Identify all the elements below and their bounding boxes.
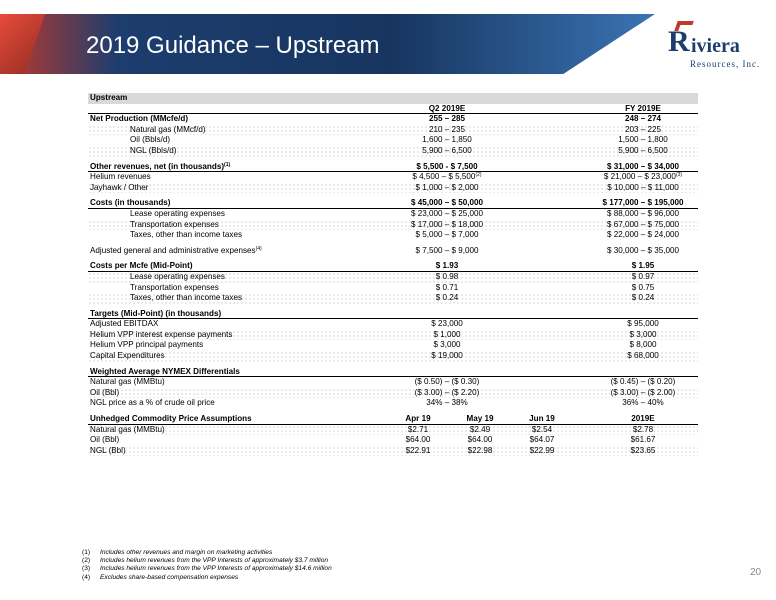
row-label: NGL (Bbl) [90,445,126,455]
row-label: Net Production (MMcfe/d) [90,114,189,124]
q2-value: ($ 0.50) – ($ 0.30) [414,377,480,387]
table-row [88,377,698,388]
unhedged-col-header: Apr 19 [405,414,431,424]
row-label: Costs (in thousands) [90,198,171,208]
row-label: Adjusted EBITDAX [90,319,159,329]
table-row [88,261,698,272]
footnote [82,549,332,557]
q2-value: $ 23,000 – $ 25,000 [410,208,483,218]
table-row [88,388,698,399]
fy-value: 1,500 – 1,800 [618,135,668,145]
row-label: Capital Expenditures [90,351,165,361]
row-label: Other revenues, net (in thousands)$^{(1)}$ [90,161,231,171]
row-label: Costs per Mcfe (Mid-Point) [90,261,193,271]
fy-value: $ 1.95 [631,261,655,271]
q2-value: $ 1,000 – $ 2,000 [415,182,479,192]
table-row [88,104,698,115]
price-value: $2.78 [632,424,654,434]
fy-value: $ 0.97 [631,271,655,281]
table-row [88,367,698,378]
row-label: Transportation expenses [130,219,219,229]
fy-value: $ 88,000 – $ 96,000 [606,208,679,218]
fy-value: $ 3,000 [629,329,657,339]
q2-value: $ 5,500 - $ 7,500 [416,161,478,171]
table-row [88,125,698,136]
row-label: Jayhawk / Other [90,182,149,192]
section-title: Unhedged Commodity Price Assumptions [90,414,252,424]
q2-value: $ 17,000 – $ 18,000 [410,219,483,229]
footnote [82,573,332,582]
section-title: Targets (Mid-Point) (in thousands) [90,308,222,318]
footnote-ref: (2) [475,172,482,179]
table-header: Upstream [90,93,128,102]
logo-mark-icon [674,21,694,31]
row-label: Natural gas (MMcf/d) [130,124,206,134]
table-row [88,230,698,241]
table-row [88,183,698,194]
row-label: Lease operating expenses [130,208,225,218]
fy-value: $ 177,000 – $ 195,000 [602,198,684,208]
price-value: $2.54 [531,424,553,434]
footnote [82,557,332,565]
price-value: $64.00 [405,435,431,445]
fy-value: $ 0.24 [631,293,655,303]
row-label: Natural gas (MMBtu) [90,377,165,387]
footnote-text: Excludes share-based compensation expenses [100,573,239,581]
q2-value: $ 0.71 [435,282,459,292]
footnote-ref: (4) [255,245,262,252]
q2-value: ($ 3.00) – ($ 2.20) [414,387,480,397]
table-row [88,330,698,341]
slide-header [0,0,776,88]
table-row [88,162,698,173]
table-row [88,172,698,183]
fy-value: 5,900 – 6,500 [618,145,668,155]
fy-value: 203 – 225 [624,124,661,134]
q2-value: $ 23,000 [431,319,463,329]
table-row [88,319,698,330]
footnote-ref: (1) [224,161,231,168]
table-row [88,414,698,425]
price-value: $22.99 [529,445,555,455]
fy-value: $ 10,000 – $ 11,000 [607,182,679,192]
row-label: Taxes, other than income taxes [130,230,243,240]
q2-value: 1,600 – 1,850 [422,135,472,145]
price-value: $64.07 [529,435,555,445]
table-row [88,114,698,125]
footnote-text: Includes helium revenues from the VPP Interests of approximately $14.6 million [100,565,332,573]
footnote [82,565,332,573]
price-value: $22.98 [467,445,493,455]
row-label: Taxes, other than income taxes [130,293,243,303]
fy-value: $ 0.75 [631,282,655,292]
fy-value: $ 67,000 – $ 75,000 [606,219,679,229]
row-label: NGL (Bbls/d) [130,145,177,155]
table-row [88,146,698,157]
company-logo [668,25,768,73]
fy-value: ($ 0.45) – ($ 0.20) [610,377,676,387]
footnotes [82,549,332,582]
fy-value: $ 22,000 – $ 24,000 [606,230,679,240]
unhedged-col-header: May 19 [466,414,494,424]
col-fy-header: FY 2019E [625,103,661,113]
table-row [88,93,698,104]
slide-title: 2019 Guidance – Upstream [86,32,380,59]
table-row [88,425,698,436]
row-label: Natural gas (MMBtu) [90,424,165,434]
footnote-ref: (3) [675,172,683,179]
fy-value: $ 95,000 [627,319,659,329]
footnote-number: (3) [82,565,91,573]
fy-value: $ 30,000 – $ 35,000 [606,245,679,255]
q2-value: $ 19,000 [431,351,463,361]
logo-subtitle: Resources, Inc. [690,59,761,69]
table-row [88,309,698,320]
logo-letter: R [668,25,690,58]
table-row [88,135,698,146]
q2-value: 34% – 38% [426,398,468,408]
price-value: $22.91 [405,445,431,455]
table-row [88,340,698,351]
footnote-number: (2) [82,557,91,565]
row-label: Lease operating expenses [130,271,225,281]
q2-value: $ 1.93 [435,261,459,271]
q2-value: $ 0.24 [435,293,459,303]
q2-value: $ 45,000 – $ 50,000 [410,198,483,208]
footnote-number: (4) [82,573,91,581]
q2-value: $ 0.98 [435,271,459,281]
table-row [88,246,698,257]
q2-value: $ 1,000 [433,329,461,339]
row-label: Oil (Bbl) [90,435,120,445]
row-label: Oil (Bbls/d) [130,135,171,145]
unhedged-col-header: 2019E [631,414,655,424]
fy-value: $ 8,000 [629,340,657,350]
q2-value: $ 5,000 – $ 7,000 [415,230,479,240]
row-label: Transportation expenses [130,282,219,292]
fy-value: $ 21,000 – $ 23,000$^{(3)}$ [603,172,683,182]
fy-value: 248 – 274 [624,114,661,124]
section-title: Weighted Average NYMEX Differentials [90,366,240,376]
table-row [88,351,698,362]
row-label: Helium VPP interest expense payments [90,329,233,339]
footnote-text: Includes helium revenues from the VPP Interests of approximately $3.7 million [100,557,329,565]
row-label: Adjusted general and administrative expenses$^{(4)}$ [90,245,262,255]
footnote-number: (1) [82,549,91,556]
fy-value: $ 31,000 – $ 34,000 [606,161,679,171]
q2-value: $ 4,500 – $ 5,500$^{(2)}$ [412,172,482,182]
row-label: Oil (Bbl) [90,387,120,397]
table-row [88,446,698,457]
q2-value: 210 – 235 [428,124,465,134]
row-label: Helium VPP principal payments [90,340,204,350]
unhedged-col-header: Jun 19 [529,414,555,424]
logo-wordmark: iviera [691,35,740,57]
table-row [88,283,698,294]
footnote-text: Includes other revenues and margin on marketing activities [100,549,273,556]
row-label: NGL price as a % of crude oil price [90,398,215,408]
table-row [88,198,698,209]
table-row [88,293,698,304]
col-q2-header: Q2 2019E [428,103,466,113]
table-row [88,209,698,220]
fy-value: ($ 3.00) – ($ 2.00) [610,387,676,397]
q2-value: 5,900 – 6,500 [422,145,472,155]
q2-value: 255 – 285 [428,114,465,124]
table-row [88,220,698,231]
price-value: $64.00 [467,435,493,445]
page-number: 20 [750,567,762,578]
row-label: Helium revenues [90,172,151,182]
fy-value: $ 68,000 [627,351,659,361]
price-value: $2.71 [407,424,429,434]
table-row [88,272,698,283]
price-value: $61.67 [630,435,656,445]
guidance-table [88,93,698,456]
q2-value: $ 3,000 [433,340,461,350]
table-row [88,435,698,446]
price-value: $23.65 [630,445,656,455]
fy-value: 36% – 40% [622,398,664,408]
q2-value: $ 7,500 – $ 9,000 [415,245,479,255]
table-row [88,398,698,409]
price-value: $2.49 [469,424,491,434]
